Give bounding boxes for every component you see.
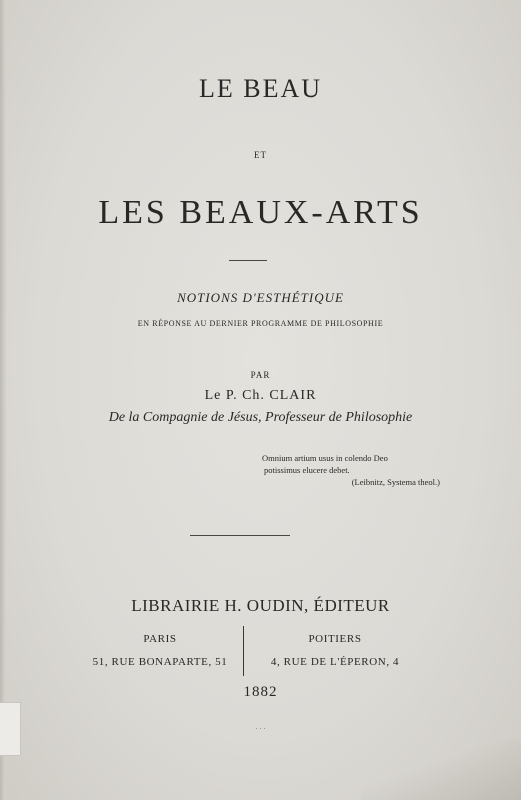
by-label: PAR	[250, 370, 271, 380]
subtitle: NOTIONS D'ESTHÉTIQUE	[177, 290, 344, 305]
epigraph	[262, 452, 452, 488]
right-address: 4, RUE DE L'ÉPERON, 4	[270, 656, 400, 668]
cover-wear	[361, 740, 521, 800]
publication-year: 1882	[243, 684, 278, 700]
location-divider	[243, 626, 244, 676]
epigraph-line-2: potissimus elucere debet.	[264, 465, 350, 475]
epigraph-line-1: Omnium artium usus in colendo Deo	[262, 453, 388, 463]
title-line-1: LE BEAU	[198, 74, 323, 103]
ornament-dots: . . .	[255, 722, 266, 731]
section-rule	[190, 535, 290, 536]
location-left	[80, 628, 240, 674]
location-right	[255, 628, 415, 674]
author-name: Le P. Ch. CLAIR	[204, 388, 317, 403]
author-affiliation: De la Compagnie de Jésus, Professeur de Philosophie	[108, 410, 413, 425]
title-rule	[229, 260, 267, 261]
epigraph-citation: (Leibnitz, Systema theol.)	[351, 477, 440, 487]
title-line-2: LES BEAUX-ARTS	[98, 194, 423, 231]
left-city: PARIS	[143, 633, 177, 645]
publisher: LIBRAIRIE H. OUDIN, ÉDITEUR	[131, 596, 390, 615]
title-conjunction: ET	[254, 150, 267, 160]
left-address: 51, RUE BONAPARTE, 51	[92, 656, 228, 668]
subtitle-line: EN RÉPONSE AU DERNIER PROGRAMME DE PHILOSOPHIE	[137, 319, 384, 328]
right-city: POITIERS	[308, 633, 362, 645]
